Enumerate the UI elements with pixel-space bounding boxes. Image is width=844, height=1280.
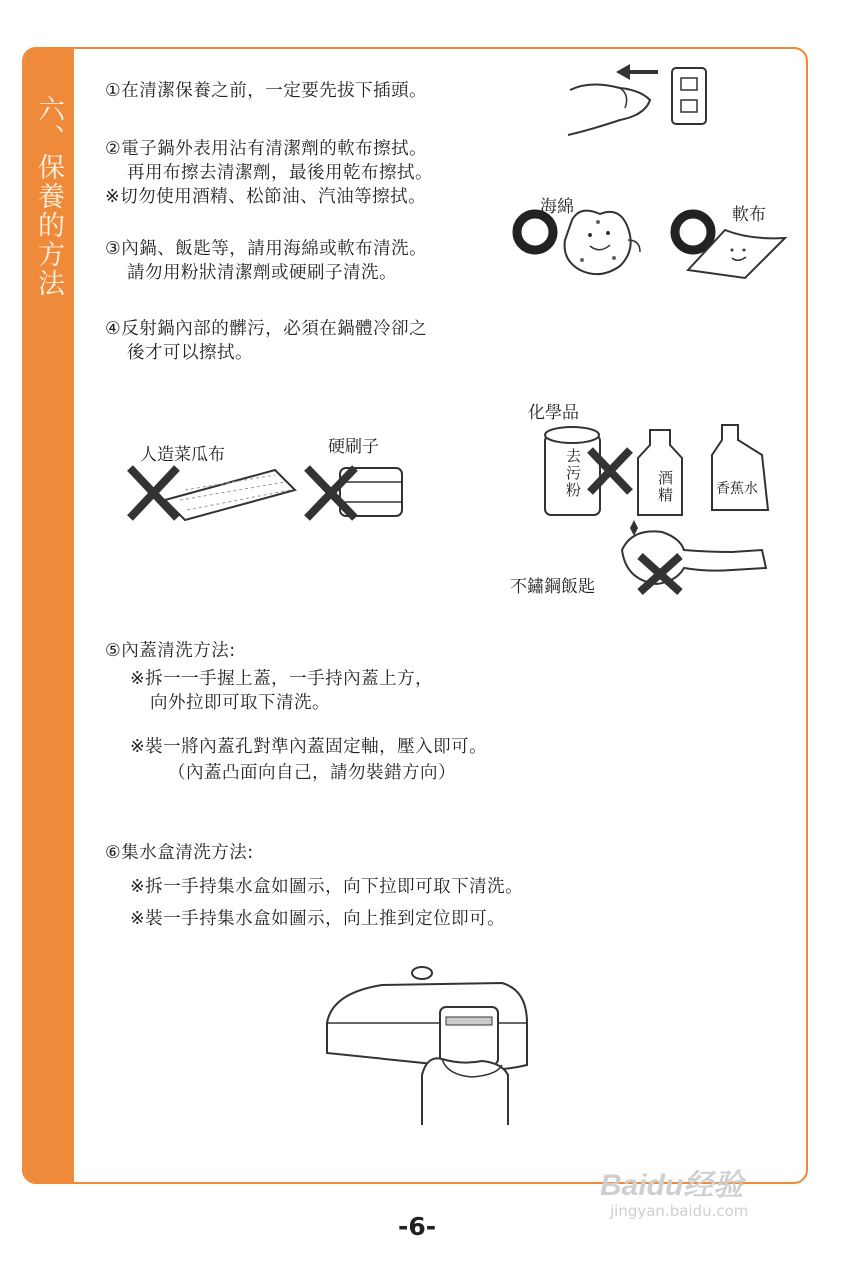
page-number: -6-: [398, 1212, 437, 1241]
lid-line-1: ※拆一一手握上蓋，一手持內蓋上方，: [130, 669, 434, 689]
sponge-label: 海綿: [540, 197, 574, 217]
instruction-4-cont: 後才可以擦拭。: [127, 343, 253, 363]
lid-heading: ⑤內蓋清洗方法:: [105, 641, 236, 661]
water-box-line-2: ※裝一手持集水盒如圖示，向上推到定位即可。: [130, 909, 506, 929]
instruction-2-cont: 再用布擦去清潔劑，最後用乾布擦拭。: [127, 163, 433, 183]
lid-line-2: 向外拉即可取下清洗。: [150, 693, 330, 713]
water-box-line-1: ※拆一手持集水盒如圖示，向下拉即可取下清洗。: [130, 877, 524, 897]
water-box-illustration: [322, 965, 532, 1130]
banana-oil-label: 香蕉水: [716, 481, 758, 497]
instruction-3: ③內鍋、飯匙等，請用海綿或軟布清洗。: [105, 239, 428, 259]
water-box-heading: ⑥集水盒清洗方法:: [105, 843, 254, 863]
alcohol-label: 酒精: [658, 469, 674, 504]
instruction-2: ②電子鍋外表用沾有清潔劑的軟布擦拭。: [105, 139, 428, 159]
steel-spoon-label: 不鏽鋼飯匙: [510, 577, 595, 597]
lid-line-4: （內蓋凸面向自己，請勿裝錯方向）: [168, 763, 456, 783]
cleanser-can-label: 去污粉: [566, 448, 586, 499]
watermark-url: jingyan.baidu.com: [610, 1202, 749, 1220]
section-sidebar: [24, 49, 74, 1182]
loofah-label: 人造菜瓜布: [140, 445, 225, 465]
lid-line-3: ※裝一將內蓋孔對準內蓋固定軸，壓入即可。: [130, 737, 488, 757]
hard-brush-label: 硬刷子: [328, 437, 379, 457]
instruction-2-warning: ※切勿使用酒精、松節油、汽油等擦拭。: [105, 187, 427, 207]
prohibited-tools-illustration: [125, 460, 415, 530]
section-title: 六、保養的方法: [33, 95, 64, 298]
chemicals-label: 化學品: [528, 403, 579, 423]
ok-circle-icon: [517, 214, 553, 250]
instruction-3-cont: 請勿用粉狀清潔劑或硬刷子清洗。: [127, 263, 397, 283]
unplug-illustration: [560, 60, 720, 140]
steel-spoon-illustration: [612, 510, 782, 600]
sponge-cloth-ok-illustration: [510, 200, 790, 290]
soft-cloth-label: 軟布: [732, 205, 766, 225]
ok-circle-icon: [675, 214, 711, 250]
instruction-1: ①在清潔保養之前，一定要先拔下插頭。: [105, 81, 428, 101]
watermark: [600, 1160, 748, 1220]
watermark-brand: Baidu经验: [600, 1169, 744, 1202]
instruction-4: ④反射鍋內部的髒污，必須在鍋體冷卻之: [105, 319, 428, 339]
